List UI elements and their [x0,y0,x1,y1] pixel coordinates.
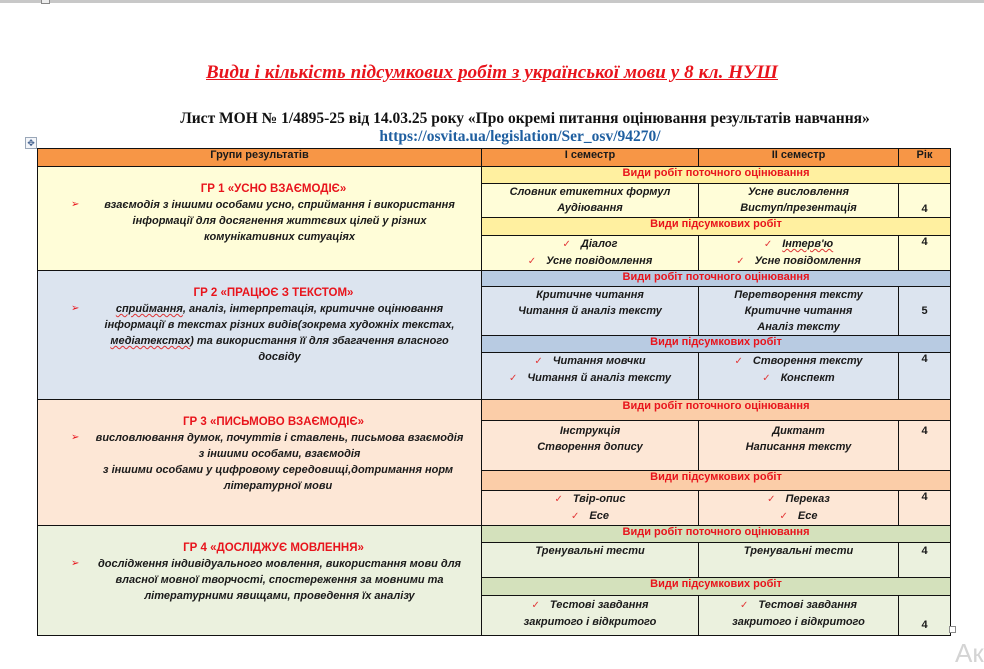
header-semester-1: І семестр [482,149,699,167]
group-4-description: ➢ дослідження індивідуального мовлення, використання мови для власної мовної творчості, спостереження за мовними та літературними явищами, проведення їх аналізу [71,558,462,602]
g1-final-sem2: ✓ Інтерв'ю ✓ Усне повідомлення [699,236,899,271]
check-icon: ✓ [554,494,563,505]
g2-current-sem1: Критичне читання Читання й аналіз тексту [482,287,699,336]
document-title: Види і кількість підсумкових робіт з української мови у 8 кл. НУШ [206,62,778,83]
current-label: Види робіт поточного оцінювання [482,526,951,543]
g2-final-sem1: ✓ Читання мовчки ✓ Читання й аналіз тексту [482,353,699,400]
g4-current-sem1: Тренувальні тести [482,543,699,578]
table-resize-handle[interactable] [949,626,956,633]
header-year: Рік [899,149,951,167]
final-label: Види підсумкових робіт [482,218,951,236]
table-header-row [38,149,951,167]
table-move-handle-icon[interactable]: ✥ [25,137,37,149]
check-icon: ✓ [767,494,776,505]
g4-final-sem2: ✓ Тестові завдання закритого і відкритого [699,596,899,636]
check-icon: ✓ [779,511,788,522]
g4-current-sem2: Тренувальні тести [699,543,899,578]
g3-final-sem2: ✓ Переказ ✓ Есе [699,491,899,526]
current-label: Види робіт поточного оцінювання [482,271,951,287]
g1-current-year: 4 [899,184,951,218]
final-label: Види підсумкових робіт [482,578,951,596]
check-icon: ✓ [534,356,543,367]
results-table [37,148,951,636]
g3-final-sem1: ✓ Твір-опис ✓ Есе [482,491,699,526]
g4-current-year: 4 [899,543,951,578]
group-2-cell [38,271,482,400]
g3-current-sem2: Диктант Написання тексту [699,421,899,471]
check-icon: ✓ [762,373,771,384]
check-icon: ✓ [508,373,518,384]
final-label: Види підсумкових робіт [482,471,951,491]
g4-final-sem1: ✓ Тестові завдання закритого і відкритого [482,596,699,636]
check-icon: ✓ [562,239,571,250]
bullet-arrow-icon: ➢ [71,303,80,314]
current-label: Види робіт поточного оцінювання [482,400,951,421]
window-top-bar [0,0,984,3]
group-4-current-subheader [38,526,951,543]
group-2-description: ➢ сприймання, аналіз, інтерпретація, критичне оцінювання інформації в текстах різних видів(зокрема художніх текстах, медіатекстах) та використання її для збагачення власного досвіду [71,303,455,363]
group-1-title: ГР 1 «УСНО ВЗАЄМОДІЄ» [200,183,347,195]
ruler-marker [41,0,50,4]
header-groups: Групи результатів [38,149,482,167]
g1-current-sem1: Словник етикетних формул Аудіювання [482,184,699,218]
g3-final-year: 4 [899,491,951,526]
bullet-arrow-icon: ➢ [71,558,80,569]
current-label: Види робіт поточного оцінювання [482,167,951,184]
group-4 [38,526,951,636]
final-label: Види підсумкових робіт [482,336,951,353]
g3-current-sem1: Інструкція Створення допису [482,421,699,471]
bullet-arrow-icon: ➢ [71,199,80,210]
group-3 [38,400,951,526]
group-1-current-subheader [38,167,951,184]
group-4-title: ГР 4 «ДОСЛІДЖУЄ МОВЛЕННЯ» [183,542,364,554]
g1-current-sem2: Усне висловлення Виступ/презентація [699,184,899,218]
group-1-cell [38,167,482,271]
source-link[interactable]: https://osvita.ua/legislation/Ser_osv/94270/ [379,128,661,145]
g2-current-sem2: Перетворення тексту Критичне читання Аналіз тексту [699,287,899,336]
group-3-description: ➢ висловлювання думок, почуттів і ставлень, письмова взаємодія з іншими особами, взаємодія з іншими особами у цифровому середовищі,дотримання норм літературної мови [71,432,464,492]
group-2-current-subheader [38,271,951,287]
bullet-arrow-icon: ➢ [71,432,80,443]
group-2-title: ГР 2 «ПРАЦЮЄ З ТЕКСТОМ» [193,287,354,299]
check-icon: ✓ [734,356,743,367]
group-3-current-subheader [38,400,951,421]
g2-current-year: 5 [899,287,951,336]
watermark-text: Ак [955,638,984,668]
header-semester-2: ІІ семестр [699,149,899,167]
g1-final-year: 4 [899,236,951,271]
group-1-description: ➢ взаємодія з іншими особами усно, сприймання і використання інформації для досягнення життєвих цілей у різних комунікативних ситуаціях [71,199,455,243]
g1-final-sem1: ✓ Діалог ✓ Усне повідомлення [482,236,699,271]
check-icon: ✓ [527,256,537,267]
document-subtitle: Лист МОН № 1/4895-25 від 14.03.25 року «Про окремі питання оцінювання результатів навчання» [180,110,870,127]
check-icon: ✓ [736,256,745,267]
group-4-cell [38,526,482,636]
g3-current-year: 4 [899,421,951,471]
check-icon: ✓ [531,600,540,611]
group-3-title: ГР 3 «ПИСЬМОВО ВЗАЄМОДІЄ» [182,416,365,428]
check-icon: ✓ [763,239,773,250]
group-1 [38,167,951,271]
g2-final-sem2: ✓ Створення тексту ✓ Конспект [699,353,899,400]
g4-final-year: 4 [899,596,951,636]
group-3-cell [38,400,482,526]
group-2 [38,271,951,400]
check-icon: ✓ [570,511,580,522]
g2-final-year: 4 [899,353,951,400]
check-icon: ✓ [740,600,749,611]
